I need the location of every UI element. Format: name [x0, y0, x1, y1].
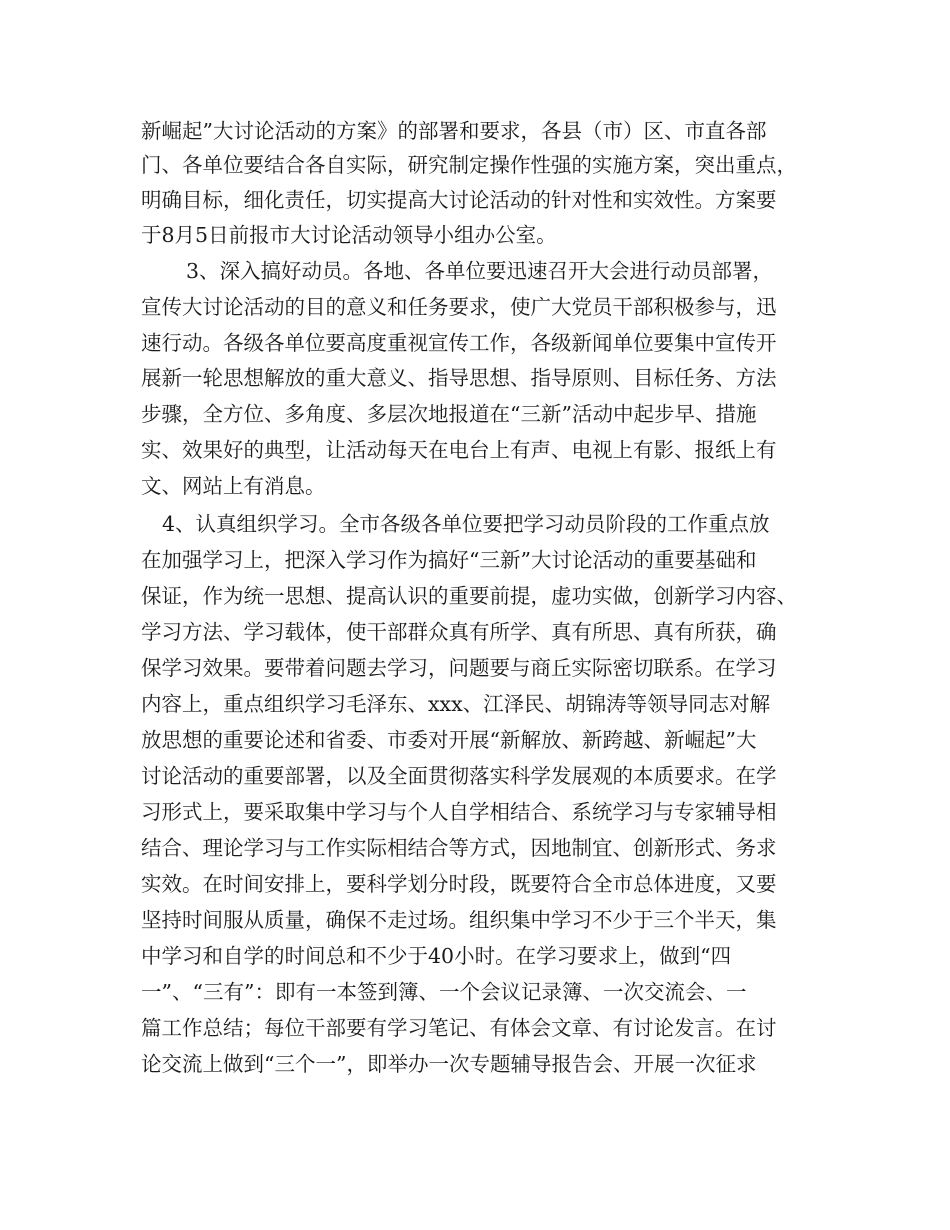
text-line-5: 3、深入搞好动员。各地、各单位要迅速召开大会进行动员部署，: [186, 259, 774, 283]
text-line-11: 文、网站上有消息。: [141, 474, 326, 498]
text-line-8: 展新一轮思想解放的重大意义、指导思想、指导原则、目标任务、方法: [141, 366, 777, 390]
text-line-2: 门、各单位要结合各自实际，研究制定操作性强的实施方案，突出重点，: [141, 153, 797, 177]
text-line-13: 在加强学习上，把深入学习作为搞好“三新”大讨论活动的重要基础和: [141, 548, 757, 572]
text-line-26: 篇工作总结；每位干部要有学习笔记、有体会文章、有讨论发言。在讨: [141, 1016, 777, 1040]
text-line-3: 明确目标，细化责任，切实提高大讨论活动的针对性和实效性。方案要: [141, 188, 777, 212]
text-line-19: 讨论活动的重要部署，以及全面贯彻落实科学发展观的本质要求。在学: [141, 764, 777, 788]
text-line-17: 内容上，重点组织学习毛泽东、xxx、江泽民、胡锦涛等领导同志对解: [141, 692, 771, 716]
text-line-27: 论交流上做到“三个一”，即举办一次专题辅导报告会、开展一次征求: [141, 1052, 757, 1076]
text-line-22: 实效。在时间安排上，要科学划分时段，既要符合全市总体进度，又要: [141, 872, 777, 896]
text-line-20: 习形式上，要采取集中学习与个人自学相结合、系统学习与专家辅导相: [141, 800, 777, 824]
text-line-14: 保证，作为统一思想、提高认识的重要前提，虚功实做，创新学习内容、: [141, 584, 797, 608]
text-line-6: 宣传大讨论活动的目的意义和任务要求，使广大党员干部积极参与，迅: [141, 295, 777, 319]
text-line-4: 于8月5日前报市大讨论活动领导小组办公室。: [141, 223, 557, 247]
text-line-9: 步骤，全方位、多角度、多层次地报道在“三新”活动中起步早、措施: [141, 402, 757, 426]
text-line-7: 速行动。各级各单位要高度重视宣传工作，各级新闻单位要集中宣传开: [141, 331, 777, 355]
text-line-1: 新崛起”大讨论活动的方案》的部署和要求，各县（市）区、市直各部: [141, 119, 767, 143]
text-line-24: 中学习和自学的时间总和不少于40小时。在学习要求上，做到“四: [141, 944, 732, 968]
text-line-18: 放思想的重要论述和省委、市委对开展“新解放、新跨越、新崛起”大: [141, 728, 757, 752]
text-line-25: 一”、“三有”：即有一本签到簿、一个会议记录簿、一次交流会、一: [141, 980, 747, 1004]
text-line-15: 学习方法、学习载体，使干部群众真有所学、真有所思、真有所获，确: [141, 620, 777, 644]
text-line-12: 4、认真组织学习。全市各级各单位要把学习动员阶段的工作重点放: [162, 512, 770, 536]
text-line-21: 结合、理论学习与工作实际相结合等方式，因地制宜、创新形式、务求: [141, 836, 777, 860]
text-line-10: 实、效果好的典型，让活动每天在电台上有声、电视上有影、报纸上有: [141, 438, 777, 462]
text-line-23: 坚持时间服从质量，确保不走过场。组织集中学习不少于三个半天，集: [141, 908, 777, 932]
text-line-16: 保学习效果。要带着问题去学习，问题要与商丘实际密切联系。在学习: [141, 656, 777, 680]
